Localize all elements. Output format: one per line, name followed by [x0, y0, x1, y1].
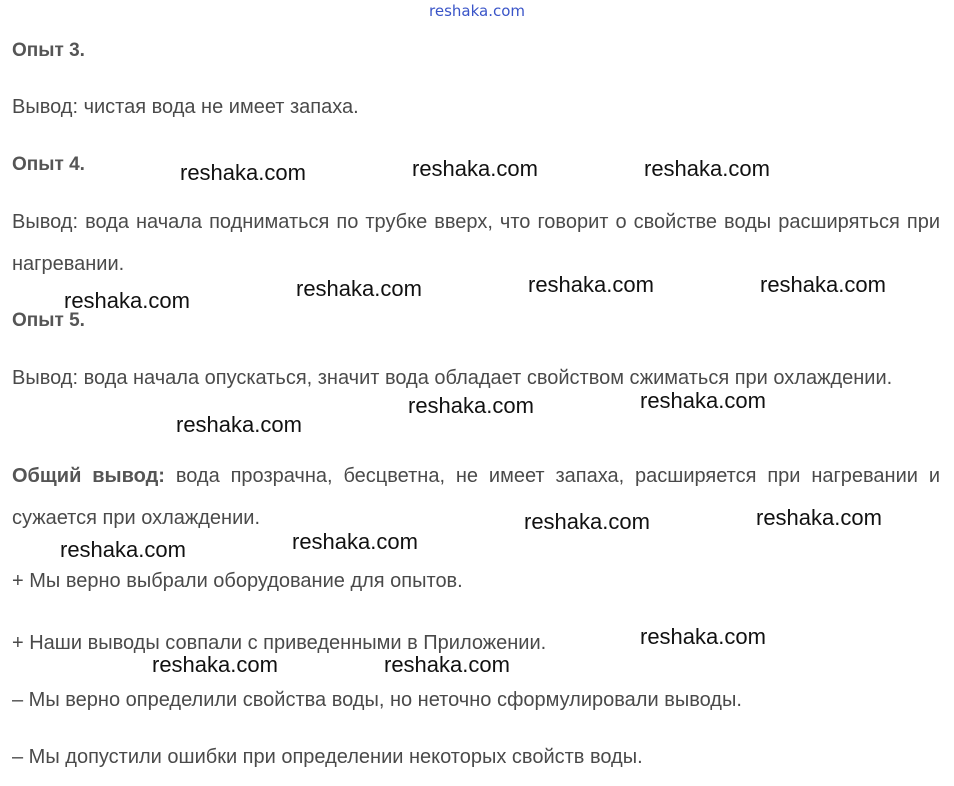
experiment-5-heading: Опыт 5. — [12, 310, 85, 331]
general-conclusion-label: Общий вывод: — [12, 465, 165, 487]
watermark: reshaka.com — [64, 288, 190, 313]
general-conclusion-text: вода прозрачна, бесцветна, не имеет запаха, расширяется при нагревании и сужается при охлаждении. — [12, 465, 940, 529]
assessment-item-3: – Мы верно определили свойства воды, но неточно сформулировали выводы. — [12, 689, 742, 711]
watermark: reshaka.com — [180, 160, 306, 185]
watermark: reshaka.com — [760, 272, 886, 297]
experiment-5-conclusion: Вывод: вода начала опускаться, значит вода обладает свойством сжиматься при охлаждении. — [12, 367, 893, 389]
assessment-item-1: + Мы верно выбрали оборудование для опытов. — [12, 570, 463, 592]
watermark: reshaka.com — [528, 272, 654, 297]
watermark: reshaka.com — [292, 529, 418, 554]
assessment-item-4: – Мы допустили ошибки при определении некоторых свойств воды. — [12, 746, 643, 768]
experiment-3-heading: Опыт 3. — [12, 40, 85, 61]
watermark: reshaka.com — [408, 393, 534, 418]
watermark: reshaka.com — [756, 505, 882, 530]
experiment-4-heading: Опыт 4. — [12, 154, 85, 175]
site-link-header[interactable]: reshaka.com — [429, 2, 525, 20]
watermark: reshaka.com — [152, 652, 278, 677]
watermark: reshaka.com — [176, 412, 302, 437]
experiment-4-conclusion: Вывод: вода начала подниматься по трубке вверх, что говорит о свойстве воды расширяться при нагревании. — [12, 211, 940, 275]
watermark: reshaka.com — [60, 537, 186, 562]
assessment-item-2: + Наши выводы совпали с приведенными в Приложении. — [12, 632, 547, 654]
experiment-3-conclusion: Вывод: чистая вода не имеет запаха. — [12, 96, 359, 118]
watermark: reshaka.com — [296, 276, 422, 301]
watermark: reshaka.com — [384, 652, 510, 677]
watermark: reshaka.com — [644, 156, 770, 181]
watermark: reshaka.com — [412, 156, 538, 181]
watermark: reshaka.com — [640, 624, 766, 649]
watermark: reshaka.com — [640, 388, 766, 413]
watermark: reshaka.com — [524, 509, 650, 534]
